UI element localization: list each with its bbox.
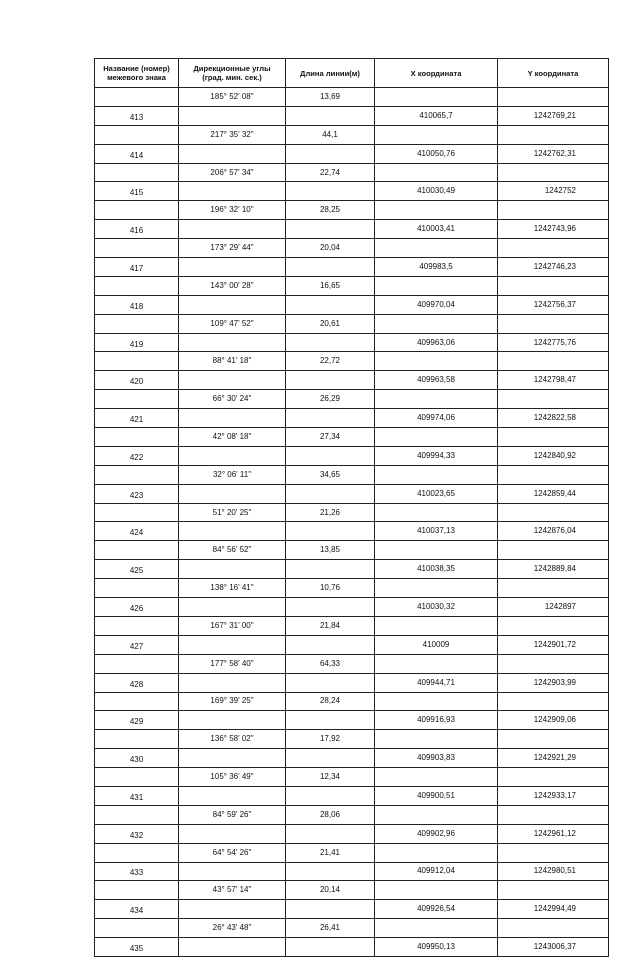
direction-angle-cell	[179, 938, 286, 957]
table-row	[95, 522, 609, 541]
marker-name-cell	[95, 125, 179, 144]
table-row	[95, 314, 609, 333]
table-row	[95, 730, 609, 749]
y-coordinate-cell: 1242901,72	[498, 635, 609, 654]
y-coordinate-cell: 1242840,92	[498, 446, 609, 465]
y-coordinate-cell	[498, 654, 609, 673]
marker-name-cell	[95, 314, 179, 333]
x-coordinate-cell	[375, 239, 498, 258]
y-coordinate-cell: 1243006,37	[498, 938, 609, 957]
table-row	[95, 295, 609, 314]
line-length-cell: 10,76	[286, 579, 375, 598]
line-length-cell: 34,65	[286, 465, 375, 484]
table-row	[95, 144, 609, 163]
line-length-cell	[286, 182, 375, 201]
y-coordinate-cell: 1242933,17	[498, 786, 609, 805]
y-coordinate-cell	[498, 881, 609, 900]
y-coordinate-cell	[498, 276, 609, 295]
table-row	[95, 749, 609, 768]
y-coordinate-cell: 1242752	[498, 182, 609, 201]
y-coordinate-cell	[498, 390, 609, 409]
line-length-cell	[286, 598, 375, 617]
table-row	[95, 616, 609, 635]
marker-name-cell	[95, 163, 179, 182]
x-coordinate-cell	[375, 314, 498, 333]
table-row	[95, 446, 609, 465]
table-row	[95, 409, 609, 428]
direction-angle-cell	[179, 333, 286, 352]
line-length-cell	[286, 900, 375, 919]
x-coordinate-cell	[375, 541, 498, 560]
marker-name-cell: 432	[95, 824, 179, 843]
x-coordinate-cell: 409950,13	[375, 938, 498, 957]
direction-angle-cell	[179, 258, 286, 277]
marker-name-cell: 435	[95, 938, 179, 957]
table-row	[95, 125, 609, 144]
table-row	[95, 371, 609, 390]
direction-angle-cell	[179, 749, 286, 768]
marker-name-cell: 419	[95, 333, 179, 352]
direction-angle-cell	[179, 182, 286, 201]
y-coordinate-cell: 1242921,29	[498, 749, 609, 768]
marker-name-cell	[95, 276, 179, 295]
line-length-cell: 17,92	[286, 730, 375, 749]
marker-name-cell	[95, 465, 179, 484]
line-length-cell: 13,69	[286, 88, 375, 107]
marker-name-cell: 431	[95, 786, 179, 805]
marker-name-cell	[95, 503, 179, 522]
x-coordinate-cell	[375, 730, 498, 749]
direction-angle-cell: 51° 20' 25"	[179, 503, 286, 522]
marker-name-cell	[95, 768, 179, 787]
line-length-cell: 12,34	[286, 768, 375, 787]
y-coordinate-cell	[498, 428, 609, 447]
marker-name-cell	[95, 541, 179, 560]
direction-angle-cell: 84° 59' 26"	[179, 805, 286, 824]
line-length-cell	[286, 749, 375, 768]
header-direction-angle-line1: Дирекционные углы	[193, 64, 271, 73]
x-coordinate-cell	[375, 390, 498, 409]
line-length-cell: 21,26	[286, 503, 375, 522]
y-coordinate-cell	[498, 692, 609, 711]
x-coordinate-cell	[375, 768, 498, 787]
marker-name-cell: 416	[95, 220, 179, 239]
y-coordinate-cell: 1242762,31	[498, 144, 609, 163]
header-x-coordinate: X координата	[375, 59, 498, 88]
y-coordinate-cell	[498, 239, 609, 258]
x-coordinate-cell	[375, 428, 498, 447]
y-coordinate-cell: 1242980,51	[498, 862, 609, 881]
direction-angle-cell	[179, 635, 286, 654]
direction-angle-cell: 43° 57' 14"	[179, 881, 286, 900]
line-length-cell	[286, 333, 375, 352]
direction-angle-cell: 169° 39' 25"	[179, 692, 286, 711]
marker-name-cell: 426	[95, 598, 179, 617]
marker-name-cell: 420	[95, 371, 179, 390]
y-coordinate-cell: 1242822,58	[498, 409, 609, 428]
x-coordinate-cell: 410030,32	[375, 598, 498, 617]
table-row	[95, 805, 609, 824]
table-row	[95, 881, 609, 900]
table-row	[95, 711, 609, 730]
x-coordinate-cell: 409944,71	[375, 673, 498, 692]
table-row	[95, 390, 609, 409]
direction-angle-cell	[179, 220, 286, 239]
direction-angle-cell: 32° 06' 11"	[179, 465, 286, 484]
header-marker-name-line1: Название (номер)	[103, 64, 170, 73]
x-coordinate-cell	[375, 201, 498, 220]
y-coordinate-cell: 1242769,21	[498, 106, 609, 125]
table-row	[95, 465, 609, 484]
x-coordinate-cell: 409912,04	[375, 862, 498, 881]
x-coordinate-cell: 410050,76	[375, 144, 498, 163]
x-coordinate-cell	[375, 276, 498, 295]
y-coordinate-cell	[498, 730, 609, 749]
x-coordinate-cell: 409983,5	[375, 258, 498, 277]
y-coordinate-cell	[498, 579, 609, 598]
table-row	[95, 900, 609, 919]
x-coordinate-cell: 409963,06	[375, 333, 498, 352]
marker-name-cell	[95, 616, 179, 635]
direction-angle-cell	[179, 144, 286, 163]
direction-angle-cell	[179, 862, 286, 881]
direction-angle-cell: 167° 31' 00"	[179, 616, 286, 635]
y-coordinate-cell	[498, 805, 609, 824]
direction-angle-cell	[179, 371, 286, 390]
direction-angle-cell: 206° 57' 34"	[179, 163, 286, 182]
direction-angle-cell	[179, 295, 286, 314]
y-coordinate-cell: 1242775,76	[498, 333, 609, 352]
table-row	[95, 88, 609, 107]
line-length-cell	[286, 106, 375, 125]
table-row	[95, 276, 609, 295]
line-length-cell: 13,85	[286, 541, 375, 560]
direction-angle-cell	[179, 711, 286, 730]
marker-name-cell: 422	[95, 446, 179, 465]
line-length-cell: 28,06	[286, 805, 375, 824]
marker-name-cell	[95, 692, 179, 711]
direction-angle-cell: 185° 52' 08"	[179, 88, 286, 107]
marker-name-cell	[95, 881, 179, 900]
line-length-cell: 27,34	[286, 428, 375, 447]
y-coordinate-cell	[498, 843, 609, 862]
line-length-cell	[286, 484, 375, 503]
marker-name-cell	[95, 352, 179, 371]
line-length-cell	[286, 560, 375, 579]
x-coordinate-cell	[375, 692, 498, 711]
marker-name-cell: 414	[95, 144, 179, 163]
y-coordinate-cell	[498, 201, 609, 220]
y-coordinate-cell	[498, 616, 609, 635]
line-length-cell: 22,74	[286, 163, 375, 182]
line-length-cell: 26,41	[286, 919, 375, 938]
y-coordinate-cell	[498, 768, 609, 787]
table-row	[95, 484, 609, 503]
y-coordinate-cell: 1242746,23	[498, 258, 609, 277]
table-row	[95, 239, 609, 258]
x-coordinate-cell	[375, 919, 498, 938]
line-length-cell: 44,1	[286, 125, 375, 144]
marker-name-cell	[95, 88, 179, 107]
marker-name-cell: 417	[95, 258, 179, 277]
table-row	[95, 692, 609, 711]
table-row	[95, 768, 609, 787]
line-length-cell: 16,65	[286, 276, 375, 295]
x-coordinate-cell	[375, 125, 498, 144]
marker-name-cell	[95, 730, 179, 749]
x-coordinate-cell: 410038,35	[375, 560, 498, 579]
table-row	[95, 824, 609, 843]
marker-name-cell: 424	[95, 522, 179, 541]
x-coordinate-cell: 409994,33	[375, 446, 498, 465]
y-coordinate-cell	[498, 125, 609, 144]
y-coordinate-cell: 1242798,47	[498, 371, 609, 390]
marker-name-cell	[95, 843, 179, 862]
table-row	[95, 560, 609, 579]
table-row	[95, 786, 609, 805]
y-coordinate-cell	[498, 503, 609, 522]
line-length-cell	[286, 258, 375, 277]
x-coordinate-cell: 409903,83	[375, 749, 498, 768]
line-length-cell	[286, 824, 375, 843]
line-length-cell	[286, 635, 375, 654]
y-coordinate-cell	[498, 465, 609, 484]
direction-angle-cell	[179, 900, 286, 919]
direction-angle-cell	[179, 409, 286, 428]
table-row	[95, 106, 609, 125]
x-coordinate-cell: 410030,49	[375, 182, 498, 201]
line-length-cell	[286, 522, 375, 541]
direction-angle-cell: 109° 47' 52"	[179, 314, 286, 333]
x-coordinate-cell	[375, 616, 498, 635]
direction-angle-cell	[179, 522, 286, 541]
x-coordinate-cell: 409970,04	[375, 295, 498, 314]
line-length-cell: 20,14	[286, 881, 375, 900]
header-direction-angle	[179, 59, 286, 88]
table-row	[95, 635, 609, 654]
y-coordinate-cell: 1242876,04	[498, 522, 609, 541]
y-coordinate-cell	[498, 919, 609, 938]
direction-angle-cell: 26° 43' 48"	[179, 919, 286, 938]
marker-name-cell: 428	[95, 673, 179, 692]
direction-angle-cell: 42° 08' 18"	[179, 428, 286, 447]
x-coordinate-cell	[375, 881, 498, 900]
direction-angle-cell: 196° 32' 10"	[179, 201, 286, 220]
table-row	[95, 352, 609, 371]
boundary-coordinates-table	[94, 58, 609, 957]
table-row	[95, 919, 609, 938]
direction-angle-cell	[179, 106, 286, 125]
direction-angle-cell: 64° 54' 26"	[179, 843, 286, 862]
line-length-cell: 22,72	[286, 352, 375, 371]
line-length-cell: 20,61	[286, 314, 375, 333]
y-coordinate-cell: 1242743,96	[498, 220, 609, 239]
x-coordinate-cell: 410009	[375, 635, 498, 654]
table-row	[95, 258, 609, 277]
x-coordinate-cell: 409902,96	[375, 824, 498, 843]
marker-name-cell: 421	[95, 409, 179, 428]
header-line-length: Длина линии(м)	[286, 59, 375, 88]
line-length-cell: 64,33	[286, 654, 375, 673]
line-length-cell: 28,24	[286, 692, 375, 711]
table-body	[95, 88, 609, 957]
marker-name-cell: 433	[95, 862, 179, 881]
table-row	[95, 938, 609, 957]
direction-angle-cell: 177° 58' 40"	[179, 654, 286, 673]
direction-angle-cell	[179, 598, 286, 617]
y-coordinate-cell: 1242994,49	[498, 900, 609, 919]
table-row	[95, 579, 609, 598]
marker-name-cell	[95, 201, 179, 220]
x-coordinate-cell: 410037,13	[375, 522, 498, 541]
line-length-cell	[286, 371, 375, 390]
x-coordinate-cell: 409900,51	[375, 786, 498, 805]
marker-name-cell: 413	[95, 106, 179, 125]
direction-angle-cell	[179, 824, 286, 843]
y-coordinate-cell	[498, 163, 609, 182]
direction-angle-cell: 136° 58' 02"	[179, 730, 286, 749]
marker-name-cell: 427	[95, 635, 179, 654]
table-row	[95, 598, 609, 617]
line-length-cell: 21,84	[286, 616, 375, 635]
table-row	[95, 201, 609, 220]
direction-angle-cell: 84° 56' 52"	[179, 541, 286, 560]
marker-name-cell: 415	[95, 182, 179, 201]
x-coordinate-cell	[375, 352, 498, 371]
direction-angle-cell: 66° 30' 24"	[179, 390, 286, 409]
x-coordinate-cell: 410023,65	[375, 484, 498, 503]
x-coordinate-cell	[375, 805, 498, 824]
x-coordinate-cell: 410003,41	[375, 220, 498, 239]
table-row	[95, 541, 609, 560]
x-coordinate-cell: 409974,06	[375, 409, 498, 428]
line-length-cell: 26,29	[286, 390, 375, 409]
y-coordinate-cell: 1242897	[498, 598, 609, 617]
x-coordinate-cell	[375, 843, 498, 862]
direction-angle-cell	[179, 560, 286, 579]
table-row	[95, 862, 609, 881]
y-coordinate-cell	[498, 541, 609, 560]
x-coordinate-cell: 409916,93	[375, 711, 498, 730]
y-coordinate-cell	[498, 88, 609, 107]
table-header-row	[95, 59, 609, 88]
header-direction-angle-line2: (град. мин. сек.)	[202, 73, 262, 82]
x-coordinate-cell	[375, 163, 498, 182]
line-length-cell: 20,04	[286, 239, 375, 258]
direction-angle-cell	[179, 446, 286, 465]
line-length-cell	[286, 938, 375, 957]
marker-name-cell	[95, 239, 179, 258]
line-length-cell: 28,25	[286, 201, 375, 220]
table-row	[95, 428, 609, 447]
y-coordinate-cell: 1242903,99	[498, 673, 609, 692]
x-coordinate-cell: 409926,54	[375, 900, 498, 919]
line-length-cell	[286, 711, 375, 730]
table-row	[95, 333, 609, 352]
direction-angle-cell: 138° 16' 41"	[179, 579, 286, 598]
y-coordinate-cell: 1242756,37	[498, 295, 609, 314]
line-length-cell	[286, 144, 375, 163]
y-coordinate-cell	[498, 314, 609, 333]
direction-angle-cell: 88° 41' 18"	[179, 352, 286, 371]
y-coordinate-cell	[498, 352, 609, 371]
header-marker-name	[95, 59, 179, 88]
x-coordinate-cell	[375, 503, 498, 522]
header-marker-name-line2: межевого знака	[107, 73, 166, 82]
line-length-cell	[286, 409, 375, 428]
x-coordinate-cell	[375, 654, 498, 673]
marker-name-cell: 429	[95, 711, 179, 730]
marker-name-cell	[95, 654, 179, 673]
table-row	[95, 673, 609, 692]
x-coordinate-cell: 409963,58	[375, 371, 498, 390]
y-coordinate-cell: 1242889,84	[498, 560, 609, 579]
table-row	[95, 843, 609, 862]
x-coordinate-cell: 410065,7	[375, 106, 498, 125]
line-length-cell	[286, 673, 375, 692]
marker-name-cell	[95, 919, 179, 938]
marker-name-cell	[95, 390, 179, 409]
direction-angle-cell: 173° 29' 44"	[179, 239, 286, 258]
y-coordinate-cell: 1242961,12	[498, 824, 609, 843]
line-length-cell: 21,41	[286, 843, 375, 862]
marker-name-cell: 430	[95, 749, 179, 768]
direction-angle-cell: 143° 00' 28"	[179, 276, 286, 295]
y-coordinate-cell: 1242859,44	[498, 484, 609, 503]
x-coordinate-cell	[375, 579, 498, 598]
marker-name-cell: 423	[95, 484, 179, 503]
direction-angle-cell: 217° 35' 32"	[179, 125, 286, 144]
direction-angle-cell: 105° 36' 49"	[179, 768, 286, 787]
marker-name-cell: 425	[95, 560, 179, 579]
direction-angle-cell	[179, 484, 286, 503]
line-length-cell	[286, 220, 375, 239]
table-row	[95, 182, 609, 201]
header-y-coordinate: Y координата	[498, 59, 609, 88]
direction-angle-cell	[179, 786, 286, 805]
marker-name-cell	[95, 428, 179, 447]
table-row	[95, 163, 609, 182]
line-length-cell	[286, 786, 375, 805]
x-coordinate-cell	[375, 88, 498, 107]
line-length-cell	[286, 862, 375, 881]
table-row	[95, 503, 609, 522]
marker-name-cell: 418	[95, 295, 179, 314]
y-coordinate-cell: 1242909,06	[498, 711, 609, 730]
marker-name-cell	[95, 805, 179, 824]
line-length-cell	[286, 446, 375, 465]
line-length-cell	[286, 295, 375, 314]
marker-name-cell: 434	[95, 900, 179, 919]
marker-name-cell	[95, 579, 179, 598]
table-row	[95, 654, 609, 673]
direction-angle-cell	[179, 673, 286, 692]
x-coordinate-cell	[375, 465, 498, 484]
table-row	[95, 220, 609, 239]
